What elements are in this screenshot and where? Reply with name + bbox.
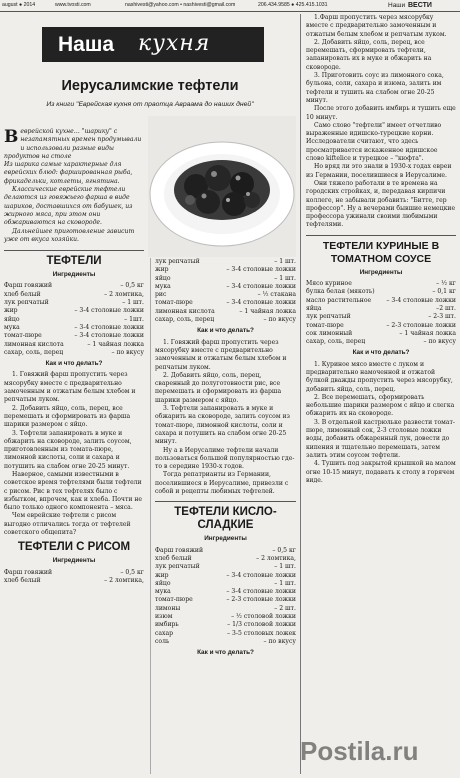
recipe-title: ТЕФТЕЛИ КИСЛО-СЛАДКИЕ [174, 506, 277, 532]
banner-word-1: Наша [58, 33, 115, 56]
recipe-title: ТЕФТЕЛИ С РИСОМ [17, 541, 131, 554]
step: 1.Фарш пропустить через мясорубку вместе с предварительно замоченным и отжатым белым хлебом и репчатым луком. [306, 14, 447, 38]
issue-date: august ● 2014 [2, 2, 36, 8]
step: После этого добавить имбирь и тушить еще 10 минут. [306, 105, 456, 121]
step: 4. Тушить под закрытой крышкой на малом огне 10-15 минут, подавать к столу в горячем виде. [306, 460, 456, 484]
ingredient-row: Фарш говяжий – 0,5 кг [155, 546, 296, 554]
ingredient-row: яйцо – 1 шт. [155, 274, 296, 282]
step: 3. В отдельной кастрюльке развести томат-пюре, лимонный сок, 2-3 столовые ложки воды, добавить обжаренный лук, довести до кипения и тщательно перемешать, затем залить этим соусом тефтели. [306, 418, 455, 459]
page-header [0, 0, 460, 12]
ingredient-row: масло растительное – 3-4 столовые ложки [306, 296, 456, 304]
ingredient-row: лимонная кислота – 1 чайная ложка [4, 340, 144, 348]
step: 1. Куриное мясо вместе с луком и предварительно намоченной и отжатой булкой дважды пропустить через мясорубку, добавить яйца, соль, перец. [306, 360, 453, 393]
ingredient-row: имбирь – 1/3 столовой ложки [155, 621, 296, 629]
ingredient-row: сахар – 3-5 столовых ложек [155, 629, 296, 637]
ingredient-row: томат-пюре – 2-3 столовые ложки [306, 321, 456, 329]
divider [4, 250, 144, 251]
ingredient-row: сок лимонный – 1 чайная ложка [306, 329, 456, 337]
step: Но вряд ли это знали в 1930-х годах евреи из Германии, поселившиеся в Иерусалиме. [306, 163, 452, 179]
ingredient-row: хлеб белый – 2 ломтика, [4, 290, 144, 298]
intro-block [4, 128, 144, 244]
ingredient-row: лимонная кислота – 1 чайная ложка [155, 307, 296, 315]
intro-para: Дальнейшее приготовление зависит уже от вкуса хозяйки. [4, 227, 135, 243]
article-subtitle: Из книги "Еврейская кухня от праотца Авраама до наших дней" [46, 101, 254, 108]
ingredient-row: лук репчатый – 1 шт. [4, 299, 144, 307]
ingredient-row: томат-пюре – 2-3 столовые ложки [155, 596, 296, 604]
intro-para: Классические еврейские тефтели делаются из говяжьего фарша в виде шариков, доставшихся от бабушек, из жирного мяса, при этом они обжариваются на сковороде. [4, 186, 133, 227]
ingredient-row: Фарш говяжий – 0,5 кг [4, 282, 144, 290]
step: 3. Тефтели запанировать в муке и обжарить на сковороде, залить соусом из томат-пюре, лимонной кислоты, соли и сахара и потушить на слабом огне 20-25 минут. [155, 405, 290, 446]
ingredient-row: томат-пюре – 3-4 столовые ложки [155, 299, 296, 307]
dropcap: В [4, 127, 19, 147]
watermark: Postila.ru [300, 736, 419, 766]
site-link[interactable]: www.tvosti.com [55, 2, 91, 8]
column-divider [300, 14, 301, 774]
ingredient-row: сахар, соль, перец – по вкусу [155, 316, 296, 324]
ingredient-row: жир – 3-4 столовые ложки [155, 266, 296, 274]
step: Ну а в Иерусалиме тефтели начали пользоваться большой популярностью где-то в середине 1930-х годов. [155, 446, 295, 471]
ingredient-row: соль – по вкусу [155, 637, 296, 645]
intro-para: Из шарика самые характерные для еврейских блюд: фаршированная рыба, фрикадельки, котлеты, ягнятина. [4, 161, 133, 185]
ingredient-row: Мясо куриное – ½ кг [306, 280, 456, 288]
howto-heading: Как и что делать? [197, 649, 254, 657]
howto-heading: Как и что делать? [197, 327, 254, 335]
ingredient-row: томат-пюре – 3-4 столовые ложки [4, 332, 144, 340]
step: 1. Говяжий фарш пропустить через мясорубку вместе с предварительно замоченным и отжатым белым хлебом и репчатым луком. [4, 371, 136, 404]
ingredient-row: яйцо – 1 шт. [155, 579, 296, 587]
divider [306, 235, 456, 236]
contact-emails: nashivesti@yahoo.com • nashivesti@gmail.com [125, 2, 236, 8]
step: 2. Добавить яйцо, соль, перец, сваренный до полуготовности рис, все перемешать и сформировать из фарша шарики размером с яйцо. [155, 371, 282, 404]
ingredients-heading: Ингредиенты [52, 557, 96, 565]
divider [155, 501, 296, 502]
step: 3. Тефтели запанировать в муке и обжарить на сковороде, залить соусом, приготовленным из томата-пюре, лимонной кислоты, соли и сахара и потушить на слабом огне 20-25 минут. [4, 429, 132, 470]
ingredient-row: лук репчатый – 1 шт. [155, 258, 296, 265]
ingredient-row: хлеб белый – 2 ломтика, [4, 576, 144, 584]
step: Само слово "тефтели" имеет отчетливо выраженные идишско-турецкие корни. Исследователи считают, что здесь просматривается искаженное идишское слово kiftelice и турецкое – "кюфта". [306, 121, 442, 163]
article-title: Иерусалимские тефтели [61, 78, 239, 94]
step: Чем еврейские тефтели с рисом выгодно отличались тогда от тефтелей советского общепита? [4, 512, 131, 537]
step: Наверное, самыми известными в советское время тефтелями были тефтели с рисом. Рис в тех тефтелях было с избытком, впрочем, как и хлеба. Почти не было только одного компонента – мяса. [4, 470, 143, 512]
ingredient-row: мука – 3-4 столовые ложки [4, 323, 144, 331]
column-3 [306, 14, 456, 485]
ingredient-row: лук репчатый – 2-3 шт. [306, 313, 456, 321]
ingredient-row: мука – 3-4 столовые ложки [155, 588, 296, 596]
ingredient-row: лимоны – 2 шт. [155, 604, 296, 612]
ingredient-row: рис – ½ стакана [155, 291, 296, 299]
column-1 [4, 128, 144, 585]
ingredient-row: мука – 3-4 столовые ложки [155, 282, 296, 290]
ingredient-row: сахар, соль, перец – по вкусу [4, 348, 144, 356]
ingredient-row: изюм – ½ столовой ложки [155, 612, 296, 620]
ingredient-row: булка белая (мякоть) – 0,1 кг [306, 288, 456, 296]
ingredient-row: жир – 3-4 столовые ложки [4, 307, 144, 315]
ingredient-row: яйца –2 шт. [306, 304, 456, 312]
brand-word-b: ВЕСТИ [408, 2, 432, 9]
step: 1. Говяжий фарш пропустить через мясорубку вместе с предварительно замоченным и отжатым белым хлебом и репчатым луком. [155, 338, 287, 371]
ingredient-row: лук репчатый – 1 шт. [155, 563, 296, 571]
ingredients-heading: Ингредиенты [204, 535, 247, 543]
column-divider-2 [150, 258, 151, 774]
ingredient-row: жир – 3-4 столовые ложки [155, 571, 296, 579]
step: 2. Добавить яйцо, соль, перец, все перемешать, сформировать тефтели, запанировать их в муке и обжарить на сковороде. [306, 38, 432, 71]
food-photo-icon [148, 116, 296, 257]
ingredients-heading: Ингредиенты [359, 268, 403, 276]
step: 2. Все перемешать, сформировать небольшие шарики размером с яйцо и слегка обжарить их на сковороде. [306, 393, 455, 418]
step: Они тяжело работали в те времена на городских стройках, и, передавая кирпичи коллеге, не забывали добавить: "Битте, гер профессор". Ну а вечерами бывшие немецкие профессора ужинали своими любимыми тефтелями. [306, 179, 456, 229]
contact-phones: 206.434.9585 ● 425.415.1031 [258, 2, 328, 8]
ingredient-list [4, 282, 144, 357]
ingredient-row: сахар, соль, перец – по вкусу [306, 338, 456, 346]
step: 3. Приготовить соус из лимонного сока, бульона, соли, сахара и изюма, залить им тефтели и тушить на слабом огне 20-25 минут. [306, 72, 444, 104]
intro-para: еврейской кухне… "шарику" с незапамятных времен продумывали и использовали разные виды продуктов на столе [4, 128, 142, 160]
brand-word-a: Наши [388, 2, 406, 9]
howto-heading: Как и что делать? [45, 360, 103, 368]
recipe-title: ТЕФТЕЛИ КУРИНЫЕ В ТОМАТНОМ СОУСЕ [322, 239, 440, 265]
banner-word-2: кухня [138, 31, 211, 56]
ingredient-row: яйцо – 1шт. [4, 315, 144, 323]
ingredient-row: хлеб белый – 2 ломтика, [155, 554, 296, 562]
recipe-title: ТЕФТЕЛИ [46, 255, 102, 268]
column-2 [155, 258, 296, 660]
step: Тогда репатрианты из Германии, поселившиеся в Иерусалиме, привезли с собой и рецепты любимых тефтелей. [155, 471, 289, 496]
ingredient-row: Фарш говяжий – 0,5 кг [4, 568, 144, 576]
section-banner [42, 27, 264, 62]
step: 2. Добавить яйцо, соль, перец, все перемешать и сформировать из фарша шарики размером с яйцо. [4, 404, 131, 429]
ingredients-heading: Ингредиенты [52, 271, 96, 279]
howto-heading: Как и что делать? [352, 349, 410, 357]
